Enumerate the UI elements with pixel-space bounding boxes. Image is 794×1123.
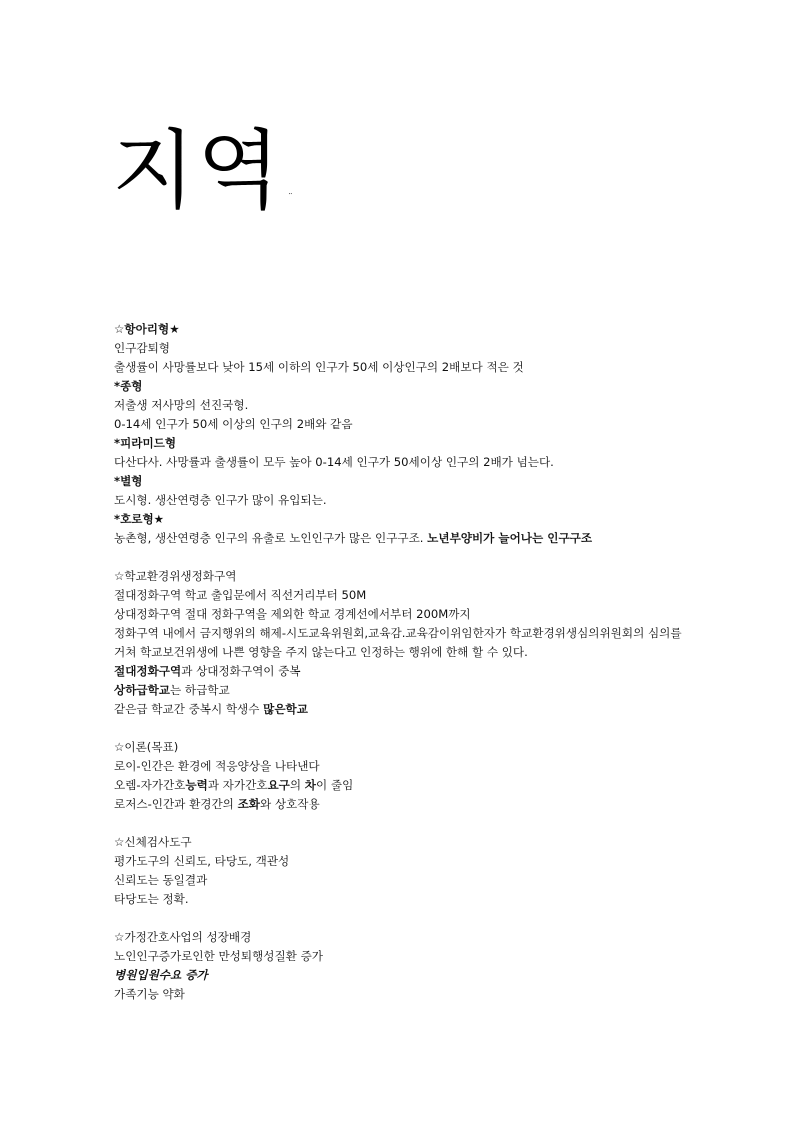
text-line: 0-14세 인구가 50세 이상의 인구의 2배와 같음: [114, 417, 353, 431]
section-heading-tools: ☆신체검사도구: [114, 835, 192, 849]
emphasis-span: 절대정화구역: [114, 664, 182, 678]
section-heading-theory: ☆이론(목표): [114, 740, 179, 754]
text-line: 저출생 저사망의 선진국형.: [114, 398, 249, 412]
text-line: 절대정화구역 학교 출입문에서 직선거리부터 50M: [114, 588, 367, 602]
text-line: [114, 776, 694, 795]
section-heading-school: ☆학교환경위생정화구역: [114, 569, 237, 583]
title-block: [112, 121, 295, 221]
text-span: 오렘-자가간호: [114, 778, 186, 792]
subheading-pyramid-type: *피라미드형: [114, 436, 177, 450]
text-line: 로이-인간은 환경에 적응양상을 나타낸다: [114, 759, 320, 773]
text-span: 과 자가간호: [207, 778, 268, 792]
spacer: [114, 814, 694, 833]
text-line: 상대정화구역 절대 정화구역을 제외한 학교 경계선에서부터 200M까지: [114, 607, 471, 621]
emphasis-span: 조화: [237, 797, 260, 811]
text-span: 이 줄임: [315, 778, 354, 792]
text-line: [114, 662, 694, 681]
subheading-bell-type: *종형: [114, 379, 143, 393]
emphasis-span: 차: [304, 778, 316, 792]
text-span: 로저스-인간과 환경간의: [114, 797, 238, 811]
document-body: [114, 320, 694, 1004]
emphasis-span: 노년부양비가 늘어나는 인구구조: [427, 531, 593, 545]
text-line: 가족기능 약화: [114, 987, 185, 1001]
spacer: [114, 548, 694, 567]
text-line: 다산다사. 사망률과 출생률이 모두 높아 0-14세 인구가 50세이상 인구의 2배가 넘는다.: [114, 455, 554, 469]
emphasis-span: 많은학교: [263, 702, 308, 716]
section-heading-population: ☆항아리형★: [114, 322, 180, 336]
text-line: [114, 795, 694, 814]
page-title: 지역: [112, 121, 283, 221]
spacer: [114, 719, 694, 738]
text-line: [114, 700, 694, 719]
text-paragraph: 정화구역 내에서 금지행위의 해제-시도교육위원회,교육감.교육감이위임한자가 학교환경위생심의위원회의 심의를 거쳐 학교보건위생에 나쁜 영향을 주지 않는다고 인정하는 행위에 한해 할 수 있다.: [114, 626, 682, 659]
text-span: 의: [289, 778, 305, 792]
text-span: 과 상대정화구역이 중복: [181, 664, 301, 678]
emphasis-line: 병원입원수요 증가: [114, 968, 208, 982]
text-line: 인구감퇴형: [114, 341, 170, 355]
emphasis-span: 상하급학교: [114, 683, 170, 697]
text-span: 같은급 학교간 중복시 학생수: [114, 702, 264, 716]
text-line: 타당도는 정확.: [114, 892, 189, 906]
spacer: [114, 909, 694, 928]
section-heading-homecare: ☆가정간호사업의 성장배경: [114, 930, 252, 944]
emphasis-span: 능력: [185, 778, 208, 792]
text-span: 농촌형, 생산연령층 인구의 유출로 노인인구가 많은 인구구조.: [114, 531, 428, 545]
text-line: [114, 681, 694, 700]
text-line: 신뢰도는 동일결과: [114, 873, 208, 887]
text-line: 평가도구의 신뢰도, 타당도, 객관성: [114, 854, 290, 868]
text-line: 노인인구증가로인한 만성퇴행성질환 증가: [114, 949, 323, 963]
subheading-star-type: *별형: [114, 474, 143, 488]
subheading-gourd-type: *호로형★: [114, 512, 165, 526]
text-span: 와 상호작용: [259, 797, 320, 811]
text-line: 출생률이 사망률보다 낮아 15세 이하의 인구가 50세 이상인구의 2배보다 적은 것: [114, 360, 524, 374]
title-mark: ᆢ: [286, 190, 295, 200]
text-span: 는 하급학교: [170, 683, 230, 697]
emphasis-span: 요구: [267, 778, 290, 792]
text-line: [114, 529, 694, 548]
text-line: 도시형. 생산연령층 인구가 많이 유입되는.: [114, 493, 327, 507]
